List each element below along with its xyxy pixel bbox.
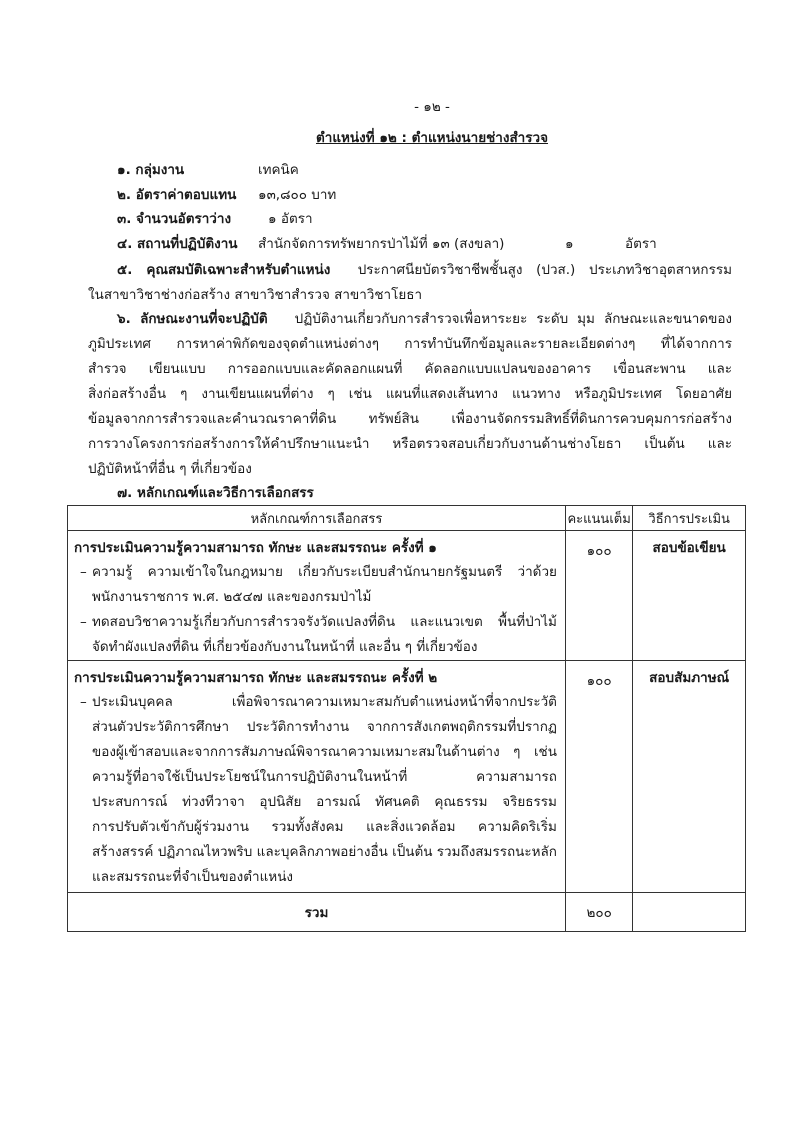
list-item — [68, 690, 557, 890]
duties-line: การวางโครงการก่อสร้างการให้คำปรึกษาแนะนำ หรือตรวจสอบเกี่ยวกับงานด้านช่างโยธา เป็นต้น และ — [88, 436, 732, 452]
duties-line: สำรวจ เขียนแบบ การออกแบบและคัดลอกแผนที่ คัดลอกแบบแปลนของอาคาร เขื่อนสะพาน และ — [88, 361, 732, 377]
item-value-salary: ๑๓,๘๐๐ บาท — [258, 187, 337, 203]
bullet-line: จัดทำผังแปลงที่ดิน ที่เกี่ยวข้องกับงานในหน้าที่ และอื่น ๆ ที่เกี่ยวข้อง — [92, 639, 478, 655]
page-number: - ๑๒ - — [414, 99, 450, 115]
score-cell: ๑๐๐ — [565, 661, 632, 893]
row-title: การประเมินความรู้ความสามารถ ทักษะ และสมรรถนะ ครั้งที่ ๒ — [74, 670, 438, 686]
table-row — [68, 661, 746, 893]
bullet-line: พนักงานราชการ พ.ศ. ๒๕๔๗ และของกรมป่าไม้ — [92, 589, 372, 605]
criteria-cell — [68, 661, 566, 893]
item-workplace-count: ๑ — [565, 236, 574, 252]
bullet-line: ความรู้ ความเข้าใจในกฎหมาย เกี่ยวกับระเบียบสำนักนายกรัฐมนตรี ว่าด้วย — [92, 564, 557, 580]
item-label-vacancies: ๓. จำนวนอัตราว่าง — [117, 211, 232, 227]
criteria-heading: ๗. หลักเกณฑ์และวิธีการเลือกสรร — [117, 485, 314, 501]
method-cell: สอบข้อเขียน — [633, 531, 746, 661]
duties-label: ๖. ลักษณะงานที่จะปฏิบัติ — [117, 311, 268, 327]
dash-bullet-icon: – — [80, 694, 87, 710]
score-cell: ๑๐๐ — [565, 531, 632, 661]
duties-line: ภูมิประเทศ การหาค่าพิกัดของจุดตำแหน่งต่างๆ การทำบันทึกข้อมูลและรายละเอียดต่างๆ ที่ได้จากการ — [88, 336, 732, 352]
list-item — [68, 610, 557, 660]
bullet-line: และสมรรถนะที่จำเป็นของตำแหน่ง — [92, 869, 294, 885]
bullet-line: ส่วนตัวประวัติการศึกษา ประวัติการทำงาน จากการสังเกตพฤติกรรมที่ปรากฏ — [92, 719, 557, 735]
header-criteria: หลักเกณฑ์การเลือกสรร — [68, 506, 566, 531]
bullet-line: ประเมินบุคคล เพื่อพิจารณาความเหมาะสมกับตำแหน่งหน้าที่จากประวัติ — [92, 694, 557, 710]
dash-bullet-icon: – — [80, 614, 87, 630]
title-text: ตำแหน่งที่ ๑๒ : ตำแหน่งนายช่างสำรวจ — [315, 130, 549, 146]
qualification-label: ๕. คุณสมบัติเฉพาะสำหรับตำแหน่ง — [117, 262, 331, 278]
page-title — [0, 126, 800, 148]
item-value-vacancies: ๑ อัตรา — [268, 211, 313, 227]
list-item — [68, 560, 557, 610]
item-label-salary: ๒. อัตราค่าตอบแทน — [117, 187, 237, 203]
qualification-text: ประกาศนียบัตรวิชาชีพชั้นสูง (ปวส.) ประเภทวิชาอุตสาหกรรม — [357, 262, 732, 278]
duties-first-line — [117, 307, 732, 329]
item-value-work-group: เทคนิค — [258, 162, 299, 178]
item-value-workplace: สำนักจัดการทรัพยากรป่าไม้ที่ ๑๓ (สงขลา) — [258, 236, 505, 252]
item-workplace-unit: อัตรา — [625, 236, 657, 252]
header-full-score: คะแนนเต็ม — [565, 506, 632, 531]
row-title: การประเมินความรู้ความสามารถ ทักษะ และสมรรถนะ ครั้งที่ ๑ — [74, 540, 437, 556]
bullet-line: การปรับตัวเข้ากับผู้ร่วมงาน รวมทั้งสังคม และสิ่งแวดล้อม ความคิดริเริ่ม — [92, 819, 557, 835]
bullet-line: ประสบการณ์ ท่วงทีวาจา อุปนิสัย อารมณ์ ทัศนคติ คุณธรรม จริยธรรม — [92, 794, 557, 810]
item-label-work-group: ๑. กลุ่มงาน — [117, 162, 185, 178]
bullet-line: ทดสอบวิชาความรู้เกี่ยวกับการสำรวจรังวัดแปลงที่ดิน และแนวเขต พื้นที่ป่าไม้ — [92, 614, 557, 630]
qualification-line: ในสาขาวิชาช่างก่อสร้าง สาขาวิชาสำรวจ สาขาวิชาโยธา — [88, 287, 423, 303]
total-row — [68, 893, 746, 932]
table-header-row — [68, 506, 746, 531]
total-score: ๒๐๐ — [565, 893, 632, 932]
duties-line: ปฏิบัติหน้าที่อื่น ๆ ที่เกี่ยวข้อง — [88, 461, 252, 477]
bullet-line: ความรู้ที่อาจใช้เป็นประโยชน์ในการปฏิบัติงานในหน้าที่ ความสามารถ — [92, 769, 557, 785]
bullet-line: สร้างสรรค์ ปฏิภาณไหวพริบ และบุคลิกภาพอย่างอื่น เป็นต้น รวมถึงสมรรถนะหลัก — [92, 844, 557, 860]
criteria-cell — [68, 531, 566, 661]
table-row — [68, 531, 746, 661]
dash-bullet-icon: – — [80, 564, 87, 580]
total-method — [633, 893, 746, 932]
header-method: วิธีการประเมิน — [633, 506, 746, 531]
duties-line: ข้อมูลจากการสำรวจและคำนวณราคาที่ดิน ทรัพย์สิน เพื่องานจัดกรรมสิทธิ์ที่ดินการควบคุมการก่อสร้าง — [88, 411, 732, 427]
duties-line: สิ่งก่อสร้างอื่น ๆ งานเขียนแผนที่ต่าง ๆ เช่น แผนที่แสดงเส้นทาง แนวทาง หรือภูมิประเทศ โดยอาศัย — [88, 386, 732, 402]
qualification-first-line — [117, 258, 732, 280]
method-cell: สอบสัมภาษณ์ — [633, 661, 746, 893]
criteria-table — [67, 505, 746, 932]
bullet-line: ของผู้เข้าสอบและจากการสัมภาษณ์พิจารณาความเหมาะสมในด้านต่าง ๆ เช่น — [92, 744, 557, 760]
total-label: รวม — [68, 893, 566, 932]
duties-text: ปฏิบัติงานเกี่ยวกับการสำรวจเพื่อหาระยะ ระดับ มุม ลักษณะและขนาดของ — [294, 311, 733, 327]
item-label-workplace: ๔. สถานที่ปฏิบัติงาน — [117, 236, 238, 252]
